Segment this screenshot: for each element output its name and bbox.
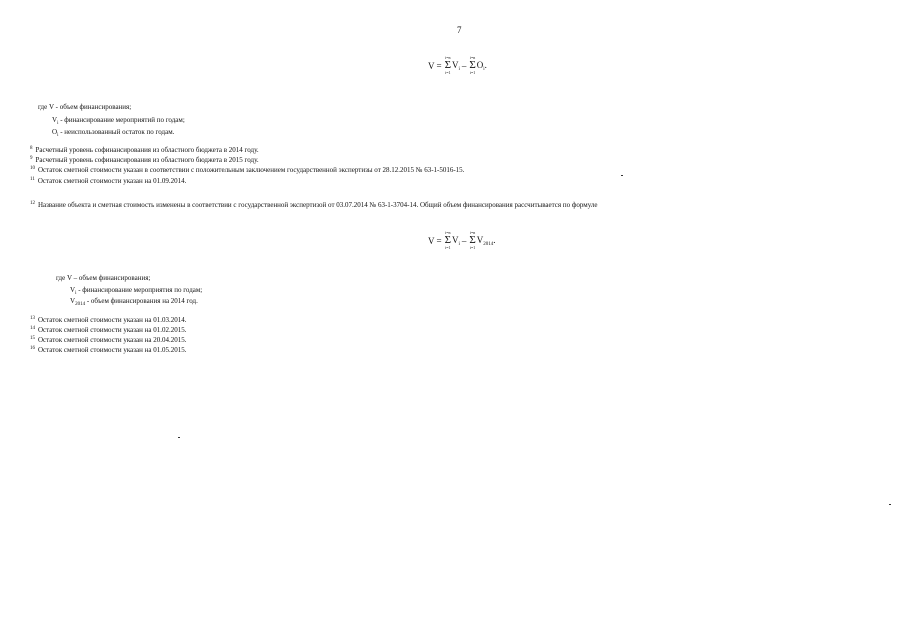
footnote-16 (30, 346, 187, 354)
sum-lower-limit: i=1 (445, 245, 451, 250)
legend-subscript: i (57, 133, 59, 138)
formula-2-sum-2 (469, 231, 475, 250)
scan-speck (621, 175, 623, 176)
footnote-13 (30, 316, 187, 324)
term-symbol: V (476, 234, 484, 245)
scan-speck (178, 437, 180, 438)
footnote-text: Остаток сметной стоимости указан на 01.05.2015. (38, 346, 187, 354)
page-number: 7 (457, 25, 462, 35)
legend-subscript: i (75, 291, 77, 296)
term-symbol: V (451, 234, 459, 245)
legend-2-intro: где V – объем финансирования; (56, 274, 151, 282)
sigma-icon: Σ (444, 59, 451, 71)
footnote-mark: 12 (30, 201, 35, 206)
footnote-8 (30, 146, 259, 154)
formula-1-eq: = (436, 60, 442, 71)
formula-2 (428, 231, 496, 250)
sigma-icon: Σ (469, 234, 476, 246)
footnote-mark: 14 (30, 326, 35, 331)
legend-symbol: V (52, 116, 58, 124)
legend-2-v2014 (70, 297, 198, 307)
formula-1 (428, 56, 487, 75)
footnote-9 (30, 156, 259, 164)
legend-subscript: i (57, 121, 59, 126)
formula-1-sum-1 (445, 56, 451, 75)
sum-lower-limit: i=1 (445, 70, 451, 75)
formula-1-v: V (428, 60, 435, 71)
footnote-mark: 16 (30, 346, 35, 351)
footnote-text: Название объекта и сметная стоимость изменены в соответствии с государственной экспертизой от 03.07.2014 № 63-1-3704-14. Общий объем финансирования рассчитывается по формуле (38, 201, 598, 209)
legend-symbol: V (70, 286, 76, 294)
term-subscript: 2014 (483, 241, 494, 247)
footnote-11 (30, 177, 186, 185)
legend-subscript: 2014 (75, 302, 86, 307)
legend-1-oi (52, 128, 174, 138)
footnote-text: Остаток сметной стоимости указан на 01.03.2014. (38, 316, 187, 324)
formula-end: . (493, 234, 496, 245)
footnote-14 (30, 326, 187, 334)
footnote-mark: 10 (30, 166, 35, 171)
term-subscript: i (483, 66, 485, 72)
formula-1-minus: – (461, 60, 467, 71)
legend-text: - объем финансирования на 2014 год. (85, 297, 198, 305)
legend-text: - финансирование мероприятий по годам; (58, 116, 185, 124)
formula-1-sum-2 (469, 56, 475, 75)
sum-lower-limit: i=1 (469, 70, 476, 75)
sum-upper-limit: i=n (445, 230, 451, 235)
term-subscript: i (458, 241, 460, 247)
formula-2-eq: = (436, 235, 442, 246)
term-symbol: V (451, 59, 459, 70)
formula-1-term-1 (452, 60, 460, 72)
scan-speck (889, 504, 891, 505)
formula-1-term-2 (477, 60, 487, 72)
sigma-icon: Σ (444, 234, 451, 246)
footnote-15 (30, 336, 187, 344)
formula-2-v: V (428, 235, 435, 246)
footnote-12 (30, 201, 598, 209)
sum-upper-limit: i=n (469, 230, 476, 235)
sum-upper-limit: i=n (469, 55, 476, 60)
sum-upper-limit: i=n (445, 55, 451, 60)
sigma-icon: Σ (469, 59, 476, 71)
term-subscript: i (458, 66, 460, 72)
footnote-mark: 13 (30, 316, 35, 321)
footnote-mark: 8 (30, 146, 33, 151)
footnote-text: Расчетный уровень софинансирования из областного бюджета в 2015 году. (35, 156, 259, 164)
legend-1-vi (52, 116, 185, 126)
footnote-text: Остаток сметной стоимости указан на 01.09.2014. (37, 177, 187, 185)
footnote-mark: 11 (30, 177, 35, 182)
formula-2-sum-1 (445, 231, 451, 250)
formula-2-minus: – (461, 235, 467, 246)
footnote-mark: 15 (30, 336, 35, 341)
legend-1-intro: где V - объем финансирования; (38, 103, 132, 111)
footnote-text: Расчетный уровень софинансирования из областного бюджета в 2014 году. (35, 146, 259, 154)
legend-symbol: O (52, 128, 58, 136)
legend-text: - финансирование мероприятия по годам; (76, 286, 203, 294)
legend-symbol: V (70, 297, 76, 305)
legend-2-vi (70, 286, 202, 296)
footnote-text: Остаток сметной стоимости указан в соответствии с положительным заключением государственной экспертизы от 28.12.2015 № 63-1-5016-15. (38, 166, 465, 174)
footnote-text: Остаток сметной стоимости указан на 20.04.2015. (38, 336, 187, 344)
term-symbol: O (476, 59, 484, 70)
footnote-10 (30, 166, 464, 174)
sum-lower-limit: i=1 (469, 245, 476, 250)
footnote-mark: 9 (30, 156, 33, 161)
formula-end: . (484, 59, 487, 70)
footnote-text: Остаток сметной стоимости указан на 01.02.2015. (38, 326, 187, 334)
formula-2-term-1 (452, 235, 460, 247)
formula-2-term-2 (477, 235, 496, 247)
legend-text: - неиспользованный остаток по годам. (58, 128, 175, 136)
